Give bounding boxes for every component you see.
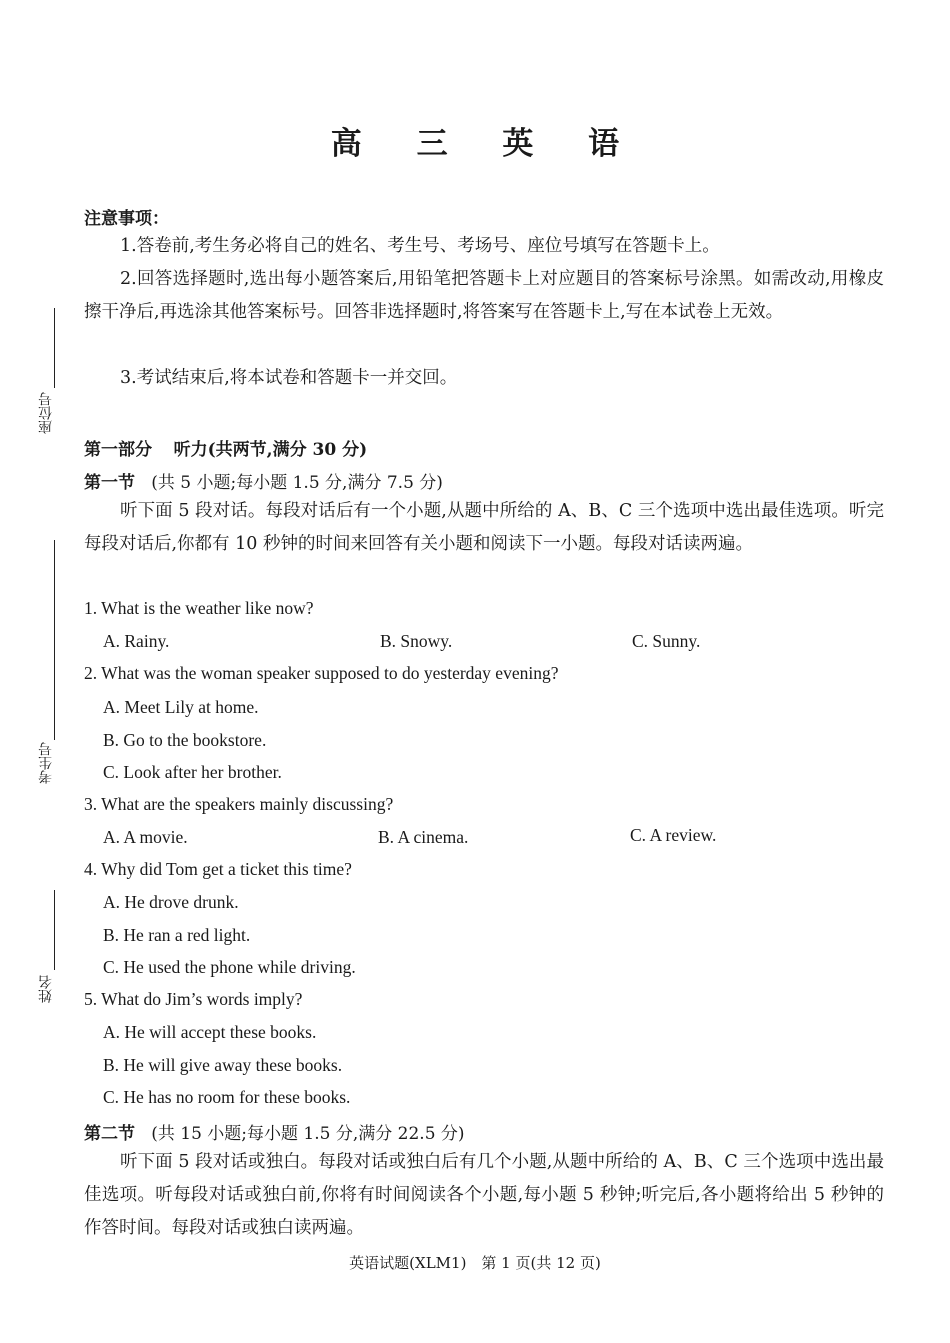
section1-instructions: 听下面 5 段对话。每段对话后有一个小题,从题中所给的 A、B、C 三个选项中选出最佳选项。听完每段对话后,你都有 10 秒钟的时间来回答有关小题和阅读下一小题。每段对话读两遍。: [84, 501, 884, 554]
question-3-stem: 3. What are the speakers mainly discussing?: [84, 794, 394, 814]
question-5-option-c: C. He has no room for these books.: [103, 1087, 351, 1107]
section1-label: 第一节: [84, 473, 135, 493]
part1-heading: [84, 435, 367, 460]
name-line: [54, 890, 55, 970]
section2-instructions: 听下面 5 段对话或独白。每段对话或独白后有几个小题,从题中所给的 A、B、C 三个选项中选出最佳选项。听每段对话或独白前,你将有时间阅读各个小题,每小题 5 秒钟;听完后,各小题将给出 5 秒钟的作答时间。每段对话或独白读两遍。: [84, 1152, 884, 1238]
question-2-stem: 2. What was the woman speaker supposed to do yesterday evening?: [84, 663, 559, 683]
question-4-option-c: C. He used the phone while driving.: [103, 957, 356, 977]
question-4-stem: 4. Why did Tom get a ticket this time?: [84, 859, 352, 879]
question-4-option-b: B. He ran a red light.: [103, 925, 251, 945]
section1-info: (共 5 小题;每小题 1.5 分,满分 7.5 分): [151, 473, 443, 493]
question-2-option-a: A. Meet Lily at home.: [103, 697, 259, 717]
part1-title: 听力(共两节,满分 30 分): [173, 440, 368, 460]
notes-heading: 注意事项：: [84, 209, 169, 229]
page-footer: 英语试题(XLM1) 第 1 页(共 12 页): [349, 1254, 601, 1272]
question-1-option-c: C. Sunny.: [632, 631, 701, 651]
question-1-stem: 1. What is the weather like now?: [84, 598, 314, 618]
seat-line: [54, 308, 55, 388]
note-item-1: 1.答卷前,考生务必将自己的姓名、考生号、考场号、座位号填写在答题卡上。: [120, 236, 720, 256]
question-5-option-a: A. He will accept these books.: [103, 1022, 317, 1042]
question-1-option-b: B. Snowy.: [380, 631, 453, 651]
question-4-option-a: A. He drove drunk.: [103, 892, 239, 912]
section1-heading: [84, 468, 443, 493]
section2-info: (共 15 小题;每小题 1.5 分,满分 22.5 分): [151, 1124, 465, 1144]
section2-label: 第二节: [84, 1124, 135, 1144]
note-item-3: 3.考试结束后,将本试卷和答题卡一并交回。: [120, 368, 458, 388]
question-2-option-b: B. Go to the bookstore.: [103, 730, 267, 750]
question-5-option-b: B. He will give away these books.: [103, 1055, 343, 1075]
question-3-option-c: C. A review.: [630, 825, 717, 845]
side-label-name: 姓名: [38, 975, 54, 1003]
question-3-option-b: B. A cinema.: [378, 827, 469, 847]
exam-no-line: [54, 540, 55, 740]
side-label-seat: 座位号: [38, 392, 54, 434]
question-3-option-a: A. A movie.: [103, 827, 188, 847]
side-label-exam-no: 考生号: [38, 742, 54, 784]
section2-heading: [84, 1119, 465, 1144]
question-1-option-a: A. Rainy.: [103, 631, 170, 651]
page-title: 高 三 英 语: [330, 126, 642, 162]
part1-label: 第一部分: [84, 440, 152, 460]
question-5-stem: 5. What do Jim’s words imply?: [84, 989, 303, 1009]
question-2-option-c: C. Look after her brother.: [103, 762, 282, 782]
note-item-2: 2.回答选择题时,选出每小题答案后,用铅笔把答题卡上对应题目的答案标号涂黑。如需改动,用橡皮擦干净后,再选涂其他答案标号。回答非选择题时,将答案写在答题卡上,写在本试卷上无效。: [84, 269, 884, 322]
